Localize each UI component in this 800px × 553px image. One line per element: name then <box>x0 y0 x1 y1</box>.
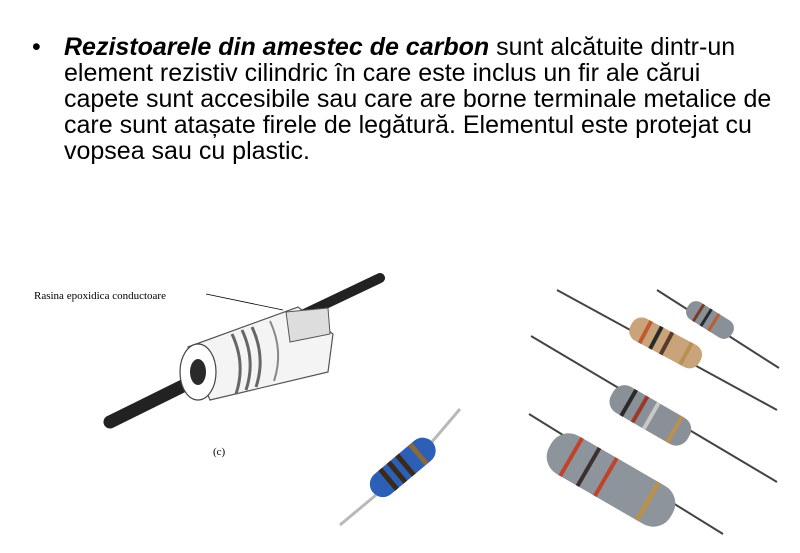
blue-lead-right <box>431 409 460 443</box>
bullet-paragraph <box>64 34 772 164</box>
blue-resistor-photo <box>336 405 461 530</box>
blue-lead-left <box>340 495 376 525</box>
label-leader-line <box>206 294 283 310</box>
bullet-marker: • <box>32 33 41 61</box>
resistors-photo <box>527 286 782 536</box>
blue-resistor-body <box>365 432 441 502</box>
photo-resistor-large <box>539 426 682 534</box>
resistor-cutaway-diagram <box>28 272 388 472</box>
paragraph-body: sunt alcătuite dintr-un element rezistiv cilindric în care este inclus un fir ale cărui capete sunt accesibile sau care are borne terminale metalice de care sunt atașate firele de legătură. Elementul este protejat cu vopsea sau cu plastic. <box>64 33 772 165</box>
photo-resistor-small <box>683 298 738 343</box>
text-bullet <box>32 34 772 164</box>
figure-caption: (c) <box>213 446 226 458</box>
lead-core <box>190 359 206 385</box>
paragraph-lead: Rezistoarele din amestec de carbon <box>64 33 490 61</box>
epoxy-label: Rasina epoxidica conductoare <box>34 290 166 302</box>
